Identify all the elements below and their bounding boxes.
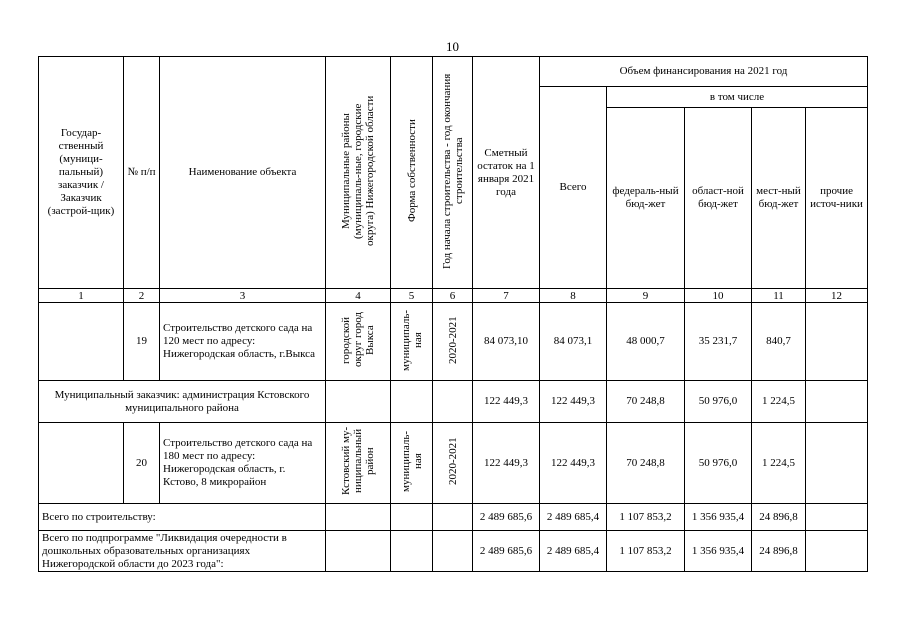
cell-local: 840,7 bbox=[752, 303, 806, 381]
cell-balance: 122 449,3 bbox=[473, 423, 540, 504]
column-number: 9 bbox=[607, 289, 685, 303]
cell-balance: 122 449,3 bbox=[473, 381, 540, 423]
cell-balance: 2 489 685,6 bbox=[473, 504, 540, 531]
cell-total: 2 489 685,4 bbox=[540, 531, 607, 572]
customer-label: Муниципальный заказчик: администрация Кстовского муниципального района bbox=[39, 381, 326, 423]
cell-federal: 48 000,7 bbox=[607, 303, 685, 381]
cell-regional: 50 976,0 bbox=[685, 381, 752, 423]
cell-regional: 50 976,0 bbox=[685, 423, 752, 504]
column-number: 7 bbox=[473, 289, 540, 303]
column-number: 12 bbox=[806, 289, 868, 303]
column-number: 1 bbox=[39, 289, 124, 303]
cell-federal: 1 107 853,2 bbox=[607, 504, 685, 531]
cell-other bbox=[806, 531, 868, 572]
cell-other bbox=[806, 303, 868, 381]
table-row bbox=[39, 423, 868, 504]
cell-ownership: муниципаль-ная bbox=[391, 303, 433, 381]
column-number: 4 bbox=[326, 289, 391, 303]
cell-object: Строительство детского сада на 180 мест по адресу: Нижегородская область, г. Кстово, 8 микрорайон bbox=[160, 423, 326, 504]
cell-years bbox=[433, 504, 473, 531]
cell-local: 1 224,5 bbox=[752, 381, 806, 423]
cell-other bbox=[806, 504, 868, 531]
header-total: Всего bbox=[540, 87, 607, 289]
header-regional: област-ной бюд-жет bbox=[685, 108, 752, 289]
cell-num: 19 bbox=[124, 303, 160, 381]
total-subprogram-label: Всего по подпрограмме "Ликвидация очередности в дошкольных образовательных организациях Нижегородской области до 2023 года": bbox=[39, 531, 326, 572]
cell-total: 84 073,1 bbox=[540, 303, 607, 381]
page-number: 10 bbox=[446, 39, 459, 54]
cell-total: 122 449,3 bbox=[540, 423, 607, 504]
financing-table bbox=[38, 56, 868, 572]
table-row bbox=[39, 303, 868, 381]
cell-ownership bbox=[391, 381, 433, 423]
cell-years bbox=[433, 531, 473, 572]
cell-federal: 70 248,8 bbox=[607, 381, 685, 423]
cell-regional: 1 356 935,4 bbox=[685, 531, 752, 572]
cell-ownership bbox=[391, 504, 433, 531]
table-row bbox=[39, 504, 868, 531]
header-customer: Государ-ственный (муници-пальный) заказчик / Заказчик (застрой-щик) bbox=[39, 57, 124, 289]
header-object-name: Наименование объекта bbox=[160, 57, 326, 289]
column-number: 2 bbox=[124, 289, 160, 303]
cell-balance: 2 489 685,6 bbox=[473, 531, 540, 572]
header-ownership: Форма собственности bbox=[391, 57, 433, 289]
cell-district: Кстовский му-ниципальный район bbox=[326, 423, 391, 504]
column-number: 5 bbox=[391, 289, 433, 303]
cell-local: 24 896,8 bbox=[752, 504, 806, 531]
table-row bbox=[39, 381, 868, 423]
cell-regional: 1 356 935,4 bbox=[685, 504, 752, 531]
column-number: 6 bbox=[433, 289, 473, 303]
cell-ownership bbox=[391, 531, 433, 572]
cell-district bbox=[326, 531, 391, 572]
cell-other bbox=[806, 381, 868, 423]
cell-district: городской округ город Выкса bbox=[326, 303, 391, 381]
total-construction-label: Всего по строительству: bbox=[39, 504, 326, 531]
header-municipal-district: Муниципальные районы (муниципаль-ные, городские округа) Нижегородской области bbox=[326, 57, 391, 289]
header-other: прочие источ-ники bbox=[806, 108, 868, 289]
header-num: № п/п bbox=[124, 57, 160, 289]
column-number: 10 bbox=[685, 289, 752, 303]
cell-federal: 1 107 853,2 bbox=[607, 531, 685, 572]
column-number: 11 bbox=[752, 289, 806, 303]
header-financing: Объем финансирования на 2021 год bbox=[540, 57, 868, 87]
column-number: 3 bbox=[160, 289, 326, 303]
column-number-row bbox=[39, 289, 868, 303]
header-local: мест-ный бюд-жет bbox=[752, 108, 806, 289]
header-balance: Сметный остаток на 1 января 2021 года bbox=[473, 57, 540, 289]
cell-years bbox=[433, 381, 473, 423]
cell-district bbox=[326, 504, 391, 531]
cell-regional: 35 231,7 bbox=[685, 303, 752, 381]
cell-balance: 84 073,10 bbox=[473, 303, 540, 381]
cell-customer bbox=[39, 303, 124, 381]
cell-num: 20 bbox=[124, 423, 160, 504]
header-including: в том числе bbox=[607, 87, 868, 108]
cell-district bbox=[326, 381, 391, 423]
header-federal: федераль-ный бюд-жет bbox=[607, 108, 685, 289]
cell-total: 122 449,3 bbox=[540, 381, 607, 423]
cell-federal: 70 248,8 bbox=[607, 423, 685, 504]
cell-customer bbox=[39, 423, 124, 504]
cell-object: Строительство детского сада на 120 мест по адресу: Нижегородская область, г.Выкса bbox=[160, 303, 326, 381]
cell-total: 2 489 685,4 bbox=[540, 504, 607, 531]
cell-ownership: муниципаль-ная bbox=[391, 423, 433, 504]
header-years: Год начала строительства - год окончания строительства bbox=[433, 57, 473, 289]
cell-years: 2020-2021 bbox=[433, 423, 473, 504]
cell-local: 1 224,5 bbox=[752, 423, 806, 504]
cell-local: 24 896,8 bbox=[752, 531, 806, 572]
table-row bbox=[39, 531, 868, 572]
cell-years: 2020-2021 bbox=[433, 303, 473, 381]
column-number: 8 bbox=[540, 289, 607, 303]
cell-other bbox=[806, 423, 868, 504]
